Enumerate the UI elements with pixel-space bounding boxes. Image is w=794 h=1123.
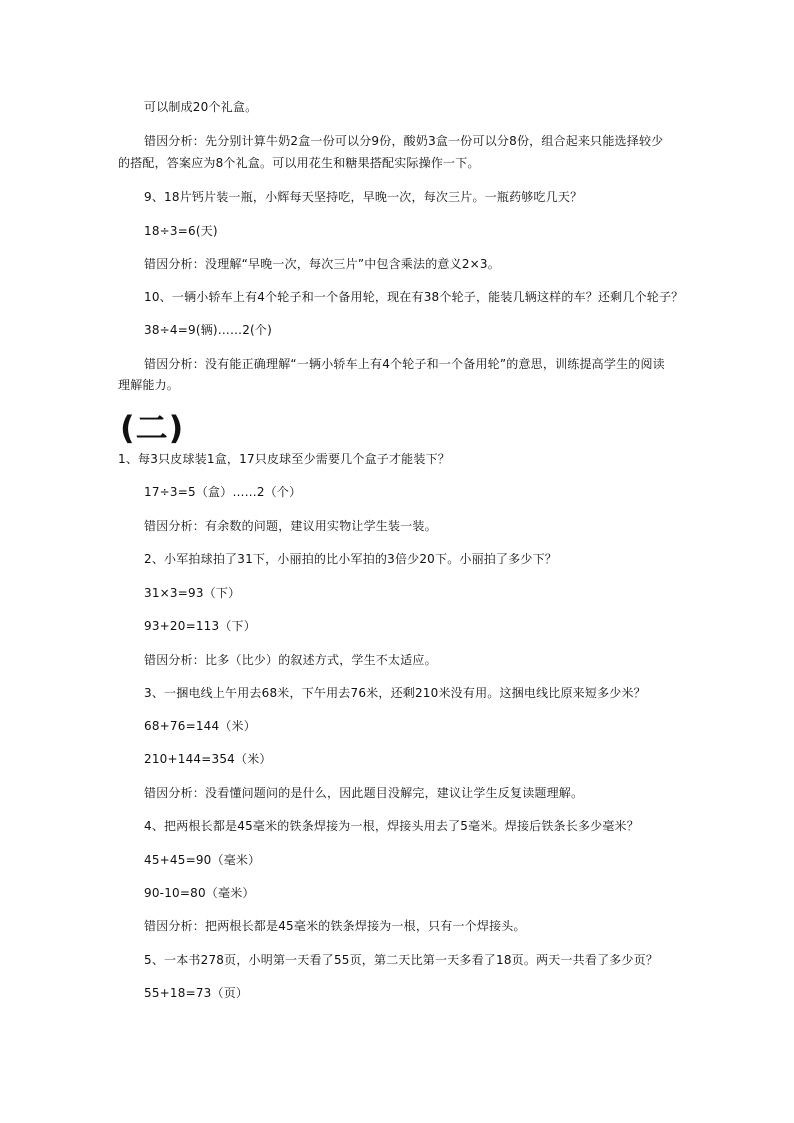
answer-line: 68+76=144（米） xyxy=(144,719,256,733)
question-line: 1、每3只皮球装1盒，17只皮球至少需要几个盒子才能装下？ xyxy=(118,452,450,466)
analysis-line: 错因分析：先分别计算牛奶2盒一份可以分9份，酸奶3盒一份可以分8份，组合起来只能选择较少 xyxy=(144,134,664,148)
answer-line: 93+20=113（下） xyxy=(144,619,256,633)
answer-line: 17÷3=5（盒）……2（个） xyxy=(144,485,302,499)
analysis-line-continued: 理解能力。 xyxy=(118,378,180,392)
answer-line: 18÷3=6(天) xyxy=(144,224,218,238)
question-line: 5、一本书278页，小明第一天看了55页，第二天比第一天多看了18页。两天一共看了多少页？ xyxy=(144,953,659,967)
answer-line: 90-10=80（毫米） xyxy=(144,886,255,900)
answer-line: 38÷4=9(辆)……2(个) xyxy=(144,323,273,337)
question-line: 2、小军拍球拍了31下，小丽拍的比小军拍的3倍少20下。小丽拍了多少下？ xyxy=(144,552,558,566)
question-line: 4、把两根长都是45毫米的铁条焊接为一根，焊接头用去了5毫米。焊接后铁条长多少毫米？ xyxy=(144,819,639,833)
question-line: 9、18片钙片装一瓶，小辉每天坚持吃，早晚一次，每次三片。一瓶药够吃几天？ xyxy=(144,190,583,204)
analysis-line: 错因分析：比多（比少）的叙述方式，学生不太适应。 xyxy=(144,653,437,667)
answer-line: 210+144=354（米） xyxy=(144,752,272,766)
analysis-line: 错因分析：把两根长都是45毫米的铁条焊接为一根，只有一个焊接头。 xyxy=(144,919,526,933)
analysis-line: 错因分析：没理解“早晚一次，每次三片”中包含乘法的意义2×3。 xyxy=(144,257,500,271)
section-heading: (二) xyxy=(120,409,185,447)
analysis-line-continued: 的搭配，答案应为8个礼盒。可以用花生和糖果搭配实际操作一下。 xyxy=(118,156,480,170)
answer-line: 45+45=90（毫米） xyxy=(144,853,261,867)
analysis-line: 错因分析：有余数的问题，建议用实物让学生装一装。 xyxy=(144,519,437,533)
answer-line: 31×3=93（下） xyxy=(144,586,241,600)
analysis-line: 错因分析：没看懂问题问的是什么，因此题目没解完，建议让学生反复读题理解。 xyxy=(144,786,584,800)
analysis-line: 错因分析：没有能正确理解“一辆小轿车上有4个轮子和一个备用轮”的意思，训练提高学生的阅读 xyxy=(144,357,665,371)
question-line: 10、一辆小轿车上有4个轮子和一个备用轮，现在有38个轮子，能装几辆这样的车？还剩几个轮子？ xyxy=(144,290,684,304)
answer-line: 55+18=73（页） xyxy=(144,986,249,1000)
text-line: 可以制成20个礼盒。 xyxy=(144,100,258,114)
question-line: 3、一捆电线上午用去68米，下午用去76米，还剩210米没有用。这捆电线比原来短多少米？ xyxy=(144,686,646,700)
